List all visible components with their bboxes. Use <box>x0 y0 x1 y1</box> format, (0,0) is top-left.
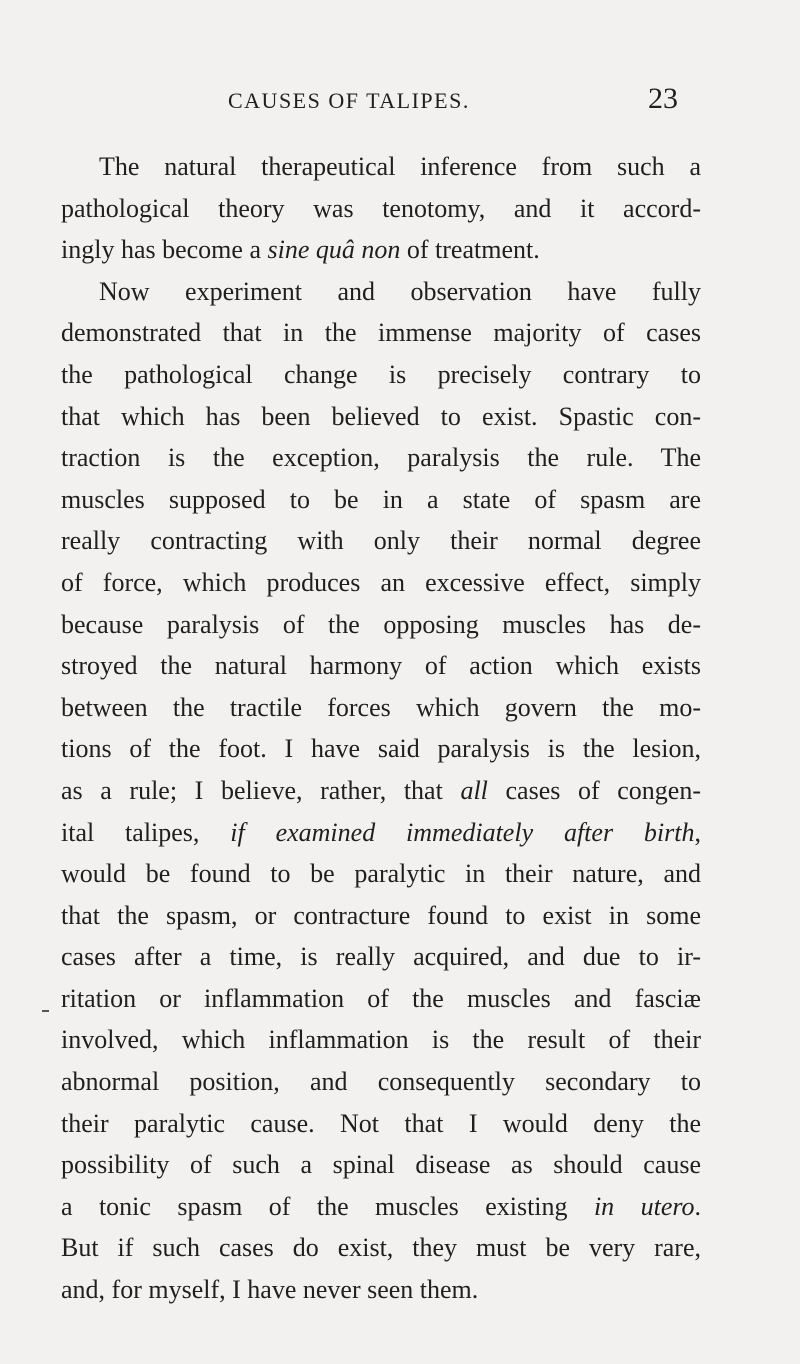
text-run: , <box>694 817 701 847</box>
text-run: cases after a time, is really acquired, and due to ir- <box>61 942 701 972</box>
text-line <box>61 562 701 604</box>
text-run: ritation or inflammation of the muscles and fasciæ <box>61 983 701 1013</box>
page-header-title: CAUSES OF TALIPES. <box>228 88 470 113</box>
text-line <box>61 604 701 646</box>
text-run: their paralytic cause. Not that I would deny the <box>61 1108 701 1138</box>
italic-text: all <box>460 775 488 805</box>
text-run: possibility of such a spinal disease as should cause <box>61 1150 701 1180</box>
text-line <box>61 936 701 978</box>
text-line <box>61 1144 701 1186</box>
text-line <box>61 645 701 687</box>
text-line <box>61 978 701 1020</box>
text-line <box>61 479 701 521</box>
text-line <box>61 1186 701 1228</box>
text-run: stroyed the natural harmony of action which exists <box>61 651 701 681</box>
text-run: the pathological change is precisely contrary to <box>61 359 701 389</box>
text-run: But if such cases do exist, they must be very rare, <box>61 1233 701 1263</box>
text-line <box>61 1227 701 1269</box>
text-run: traction is the exception, paralysis the rule. The <box>61 443 701 473</box>
text-line <box>61 146 701 188</box>
italic-text: sine quâ non <box>267 235 401 265</box>
text-line <box>61 271 701 313</box>
text-line <box>61 1269 701 1311</box>
text-line <box>61 812 701 854</box>
text-line <box>61 687 701 729</box>
italic-text: if examined immediately after birth <box>230 817 695 847</box>
text-run: cases of congen- <box>487 775 701 805</box>
text-run: as a rule; I believe, rather, that <box>61 775 461 805</box>
text-run: and, for myself, I have never seen them. <box>61 1275 479 1305</box>
body-text <box>61 146 701 1311</box>
text-run: Now experiment and observation have fully <box>99 276 701 306</box>
text-line <box>61 396 701 438</box>
text-run: a tonic spasm of the muscles existing <box>61 1191 594 1221</box>
text-line <box>61 728 701 770</box>
text-run: pathological theory was tenotomy, and it accord- <box>61 193 701 223</box>
text-run: . <box>694 1191 702 1221</box>
text-line <box>61 895 701 937</box>
text-run: of force, which produces an excessive effect, simply <box>61 567 701 597</box>
text-line <box>61 437 701 479</box>
text-run: really contracting with only their normal degree <box>61 526 701 556</box>
text-run: because paralysis of the opposing muscles has de- <box>61 609 701 639</box>
text-run: would be found to be paralytic in their nature, and <box>61 859 701 889</box>
margin-mark <box>42 1010 49 1012</box>
page-number: 23 <box>648 82 678 115</box>
text-run: ital talipes, <box>61 817 231 847</box>
text-run: of treatment. <box>400 235 540 265</box>
text-line <box>61 312 701 354</box>
text-run: that the spasm, or contracture found to exist in some <box>61 900 701 930</box>
text-line <box>61 1103 701 1145</box>
text-run: ingly has become a <box>61 235 268 265</box>
text-run: between the tractile forces which govern the mo- <box>61 692 701 722</box>
text-run: involved, which inflammation is the result of their <box>61 1025 701 1055</box>
text-line <box>61 520 701 562</box>
text-run: tions of the foot. I have said paralysis is the lesion, <box>61 734 701 764</box>
running-head <box>0 82 800 128</box>
text-line <box>61 1061 701 1103</box>
text-line <box>61 229 701 271</box>
text-line <box>61 853 701 895</box>
text-run: The natural therapeutical inference from such a <box>99 152 701 181</box>
text-line <box>61 354 701 396</box>
text-run: muscles supposed to be in a state of spasm are <box>61 484 701 514</box>
text-run: that which has been believed to exist. Spastic con- <box>61 401 701 431</box>
text-run: demonstrated that in the immense majority of cases <box>61 318 701 348</box>
text-line <box>61 188 701 230</box>
text-run: abnormal position, and consequently secondary to <box>61 1067 701 1097</box>
italic-text: in utero <box>593 1191 695 1221</box>
text-line <box>61 1019 701 1061</box>
text-line <box>61 770 701 812</box>
